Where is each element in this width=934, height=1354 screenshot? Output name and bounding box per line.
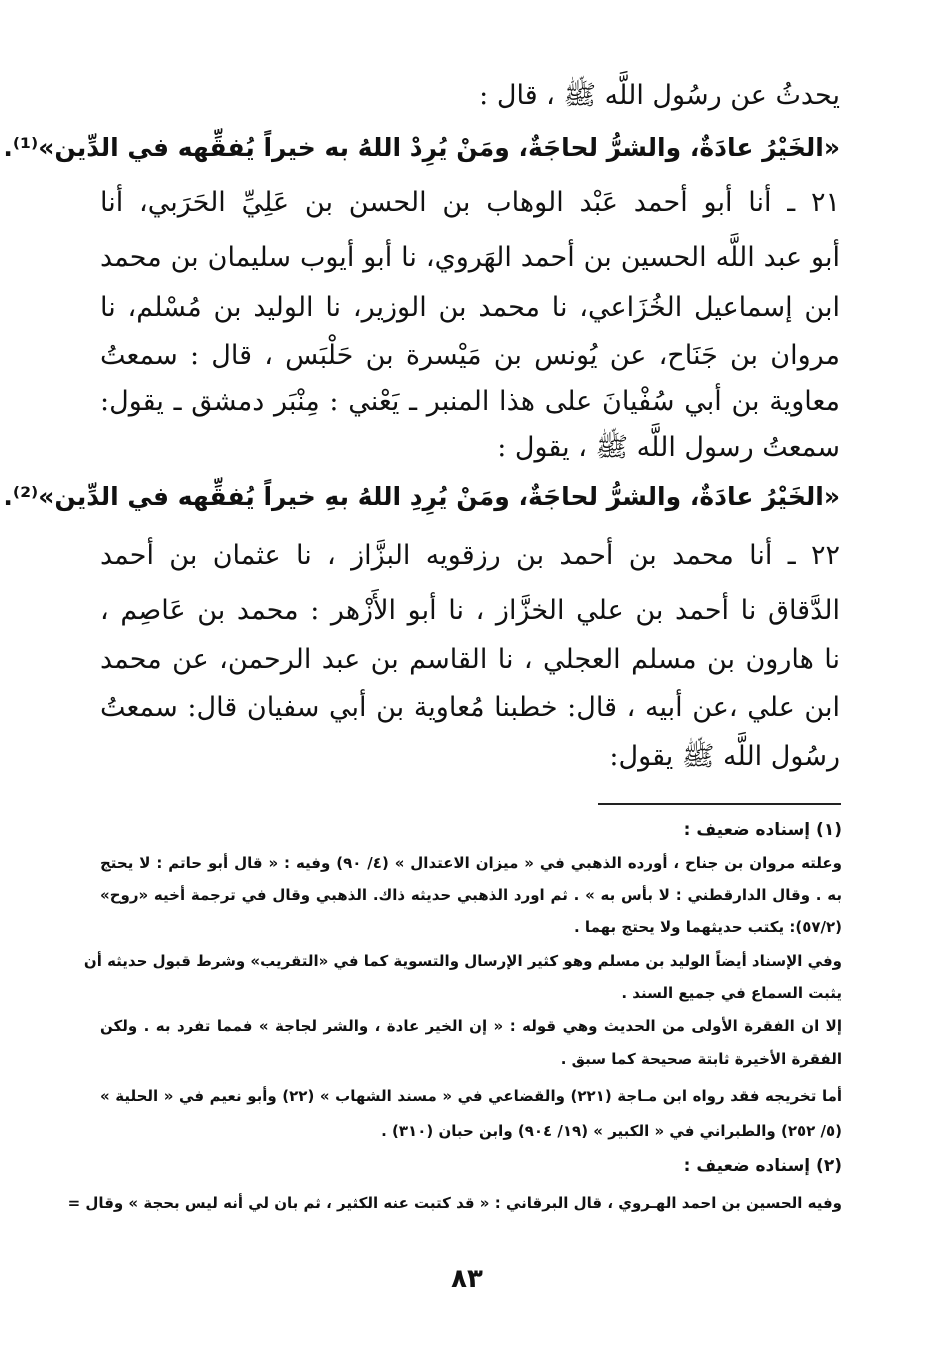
text-line: نا هارون بن مسلم العجلي ، نا القاسم بن عبد الرحمن، عن محمد bbox=[100, 644, 840, 675]
footnote-heading: (٢) إسناده ضعيف : bbox=[683, 1156, 842, 1176]
text-line: معاوية بن أبي سُفْيانَ على هذا المنبر ـ يَعْني : مِنْبَر دمشق ـ يقول: bbox=[100, 386, 840, 417]
hadith-quote: «الخَيْرُ عادَةٌ، والشرُّ لحاجَةٌ، ومَنْ يُرِدْ اللهُ به خيراً يُفقِّهه في الدِّين»⁽¹⁾. bbox=[3, 133, 840, 162]
footnote-line: الفقرة الأخيرة ثابتة صحيحة كما سبق . bbox=[560, 1050, 842, 1068]
hadith-quote: «الخَيْرُ عادَةٌ، والشرُّ لحاجَةٌ، ومَنْ يُرِدِ اللهُ بهِ خيراً يُفقِّهه في الدِّين»⁽²⁾. bbox=[3, 482, 840, 511]
footnote-heading: (١) إسناده ضعيف : bbox=[683, 820, 842, 840]
footnote-line: أما تخريجه فقد رواه ابن مـاجة (٢٢١) والقضاعي في « مسند الشهاب » (٢٢) وأبو نعيم في « الحلية » bbox=[100, 1087, 843, 1105]
text-line: الدَّقاق نا أحمد بن علي الخزَّاز ، نا أبو الأَزْهر : محمد بن عَاصِم ، bbox=[100, 595, 840, 626]
footnote-line: إلا ان الفقرة الأولى من الحديث وهي قوله : « إن الخير عادة ، والشر لجاجة » فمما تفرد به . ولكن bbox=[100, 1017, 842, 1035]
text-line: مروان بن جَنَاح، عن يُونس بن مَيْسرة بن حَلْبَس ، قال : سمعتُ bbox=[100, 340, 840, 371]
text-line: رسُول اللَّه ﷺ يقول: bbox=[609, 741, 840, 772]
footnote-line: به . وقال الدارقطني : لا بأس به » . ثم اورد الذهبي حديثه ذاك. الذهبي وقال في ترجمة أخيه «روح» bbox=[100, 886, 842, 904]
text-line: يحدثُ عن رسُول اللَّه ﷺ ، قال : bbox=[479, 80, 840, 111]
text-line: ٢٢ ـ أنا محمد بن أحمد بن رزقويه البزَّاز ، نا عثمان بن أحمد bbox=[100, 540, 840, 571]
footnote-line: (٥٧/٢): يكتب حديثهما ولا يحتج بهما . bbox=[574, 918, 842, 936]
footnote-line: (٥/ ٢٥٢) والطبراني في « الكبير » (١٩/ ٩٠٤) وابن حبان (٣١٠) . bbox=[381, 1122, 842, 1140]
footnote-line: وفي الإسناد أيضاً الوليد بن مسلم وهو كثير الإرسال والتسوية كما في «التقريب» وشرط قبول حديثه أن bbox=[83, 952, 842, 970]
text-line: سمعتُ رسول اللَّه ﷺ ، يقول : bbox=[497, 432, 840, 463]
footnote-line: يثبت السماع في جميع السند . bbox=[621, 984, 842, 1002]
page-number: ٨٣ bbox=[451, 1264, 483, 1294]
text-line: ابن إسماعيل الخُزَاعي، نا محمد بن الوزير، نا الوليد بن مُسْلم، نا bbox=[100, 292, 840, 323]
text-line: ابن علي ،عن أبيه ، قال: خطبنا مُعاوية بن أبي سفيان قال: سمعتُ bbox=[100, 692, 840, 723]
footnote-line: وعلته مروان بن جناح ، أورده الذهبي في « ميزان الاعتدال » (٤/ ٩٠) وفيه : « قال أبو حاتم : لا يحتج bbox=[100, 854, 842, 872]
text-line: أبو عبد اللَّه الحسين بن أحمد الهَروي، نا أبو أيوب سليمان بن محمد bbox=[100, 242, 840, 273]
footnote-separator bbox=[598, 803, 841, 805]
footnote-line: وفيه الحسين بن احمد الهـروي ، قال البرقاني : « قد كتبت عنه الكثير ، ثم بان لي أنه ليس بحجة » وقال = bbox=[67, 1194, 842, 1212]
text-line: ٢١ ـ أنا أبو أحمد عَبْد الوهاب بن الحسن بن عَلِيِّ الحَرَبي، أنا bbox=[100, 187, 840, 218]
